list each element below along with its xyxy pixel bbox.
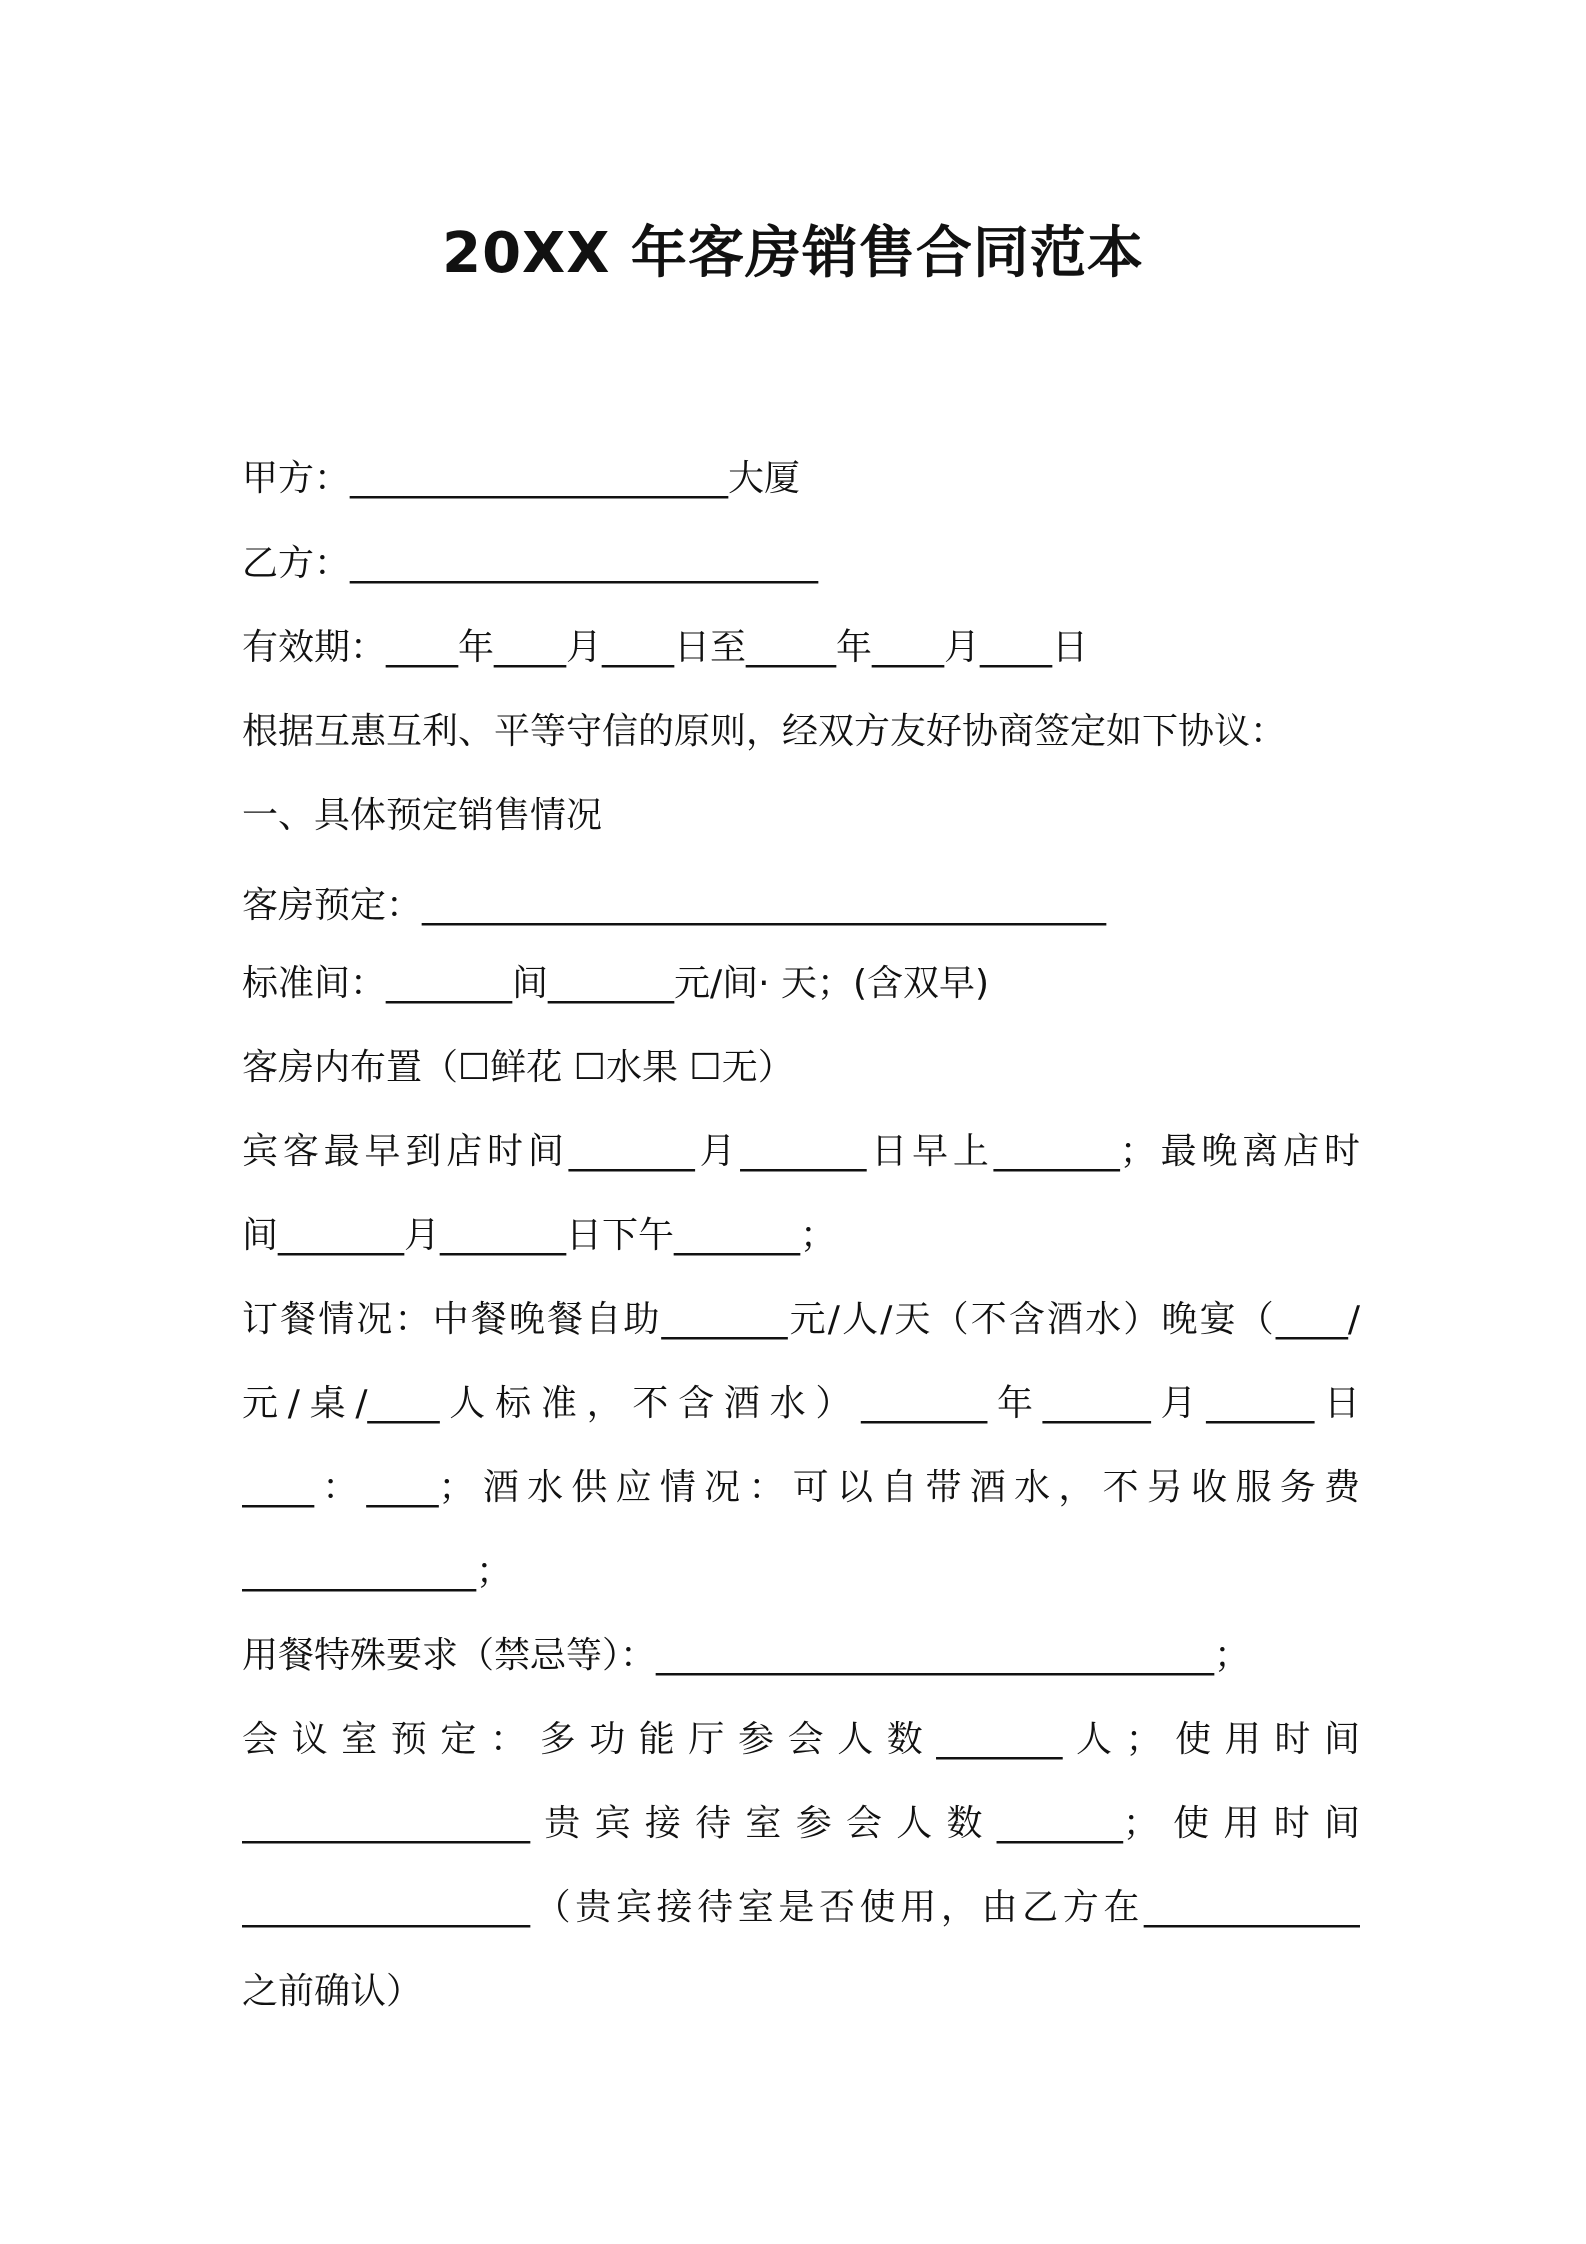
preamble-line: 根据互惠互利、平等守信的原则，经双方友好协商签定如下协议： bbox=[242, 711, 1287, 752]
departure-time-line: 间_______月_______日下午_______； bbox=[242, 1215, 837, 1256]
dietary-requirements-line: 用餐特殊要求（禁忌等）：_______________________________； bbox=[242, 1635, 1251, 1676]
standard-room-line: 标准间：_______间_______元/间· 天；(含双早) bbox=[242, 963, 990, 1004]
confirmation-line: 之前确认） bbox=[242, 1971, 423, 2012]
room-booking-line: 客房预定：______________________________________ bbox=[242, 885, 1107, 926]
beverage-line: ____：____；酒水供应情况：可以自带酒水，不另收服务费 bbox=[242, 1467, 1360, 1508]
meeting-room-line-3: ________________（贵宾接待室是否使用，由乙方在____________ bbox=[242, 1887, 1360, 1928]
room-decoration-line: 客房内布置（☐鲜花 ☐水果 ☐无） bbox=[242, 1047, 794, 1088]
dining-line-2: 元/桌/____人标准，不含酒水）_______年______月______日 bbox=[242, 1383, 1360, 1424]
dining-line-1: 订餐情况：中餐晚餐自助_______元/人/天（不含酒水）晚宴（____/ bbox=[242, 1299, 1360, 1340]
validity-period-line: 有效期：____年____月____日至_____年____月____日 bbox=[242, 627, 1089, 668]
document-title: 20XX 年客房销售合同范本 bbox=[442, 221, 1144, 286]
arrival-time-line: 宾客最早到店时间_______月_______日早上_______；最晚离店时 bbox=[242, 1131, 1360, 1172]
section-heading: 一、具体预定销售情况 bbox=[242, 795, 603, 836]
party-a-line: 甲方：_____________________大厦 bbox=[242, 458, 801, 499]
meeting-room-line-1: 会议室预定：多功能厅参会人数_______人；使用时间 bbox=[242, 1719, 1360, 1760]
meeting-room-line-2: ________________贵宾接待室参会人数_______；使用时间 bbox=[242, 1803, 1360, 1844]
party-b-line: 乙方：__________________________ bbox=[242, 543, 819, 584]
service-fee-line: _____________； bbox=[242, 1551, 512, 1592]
